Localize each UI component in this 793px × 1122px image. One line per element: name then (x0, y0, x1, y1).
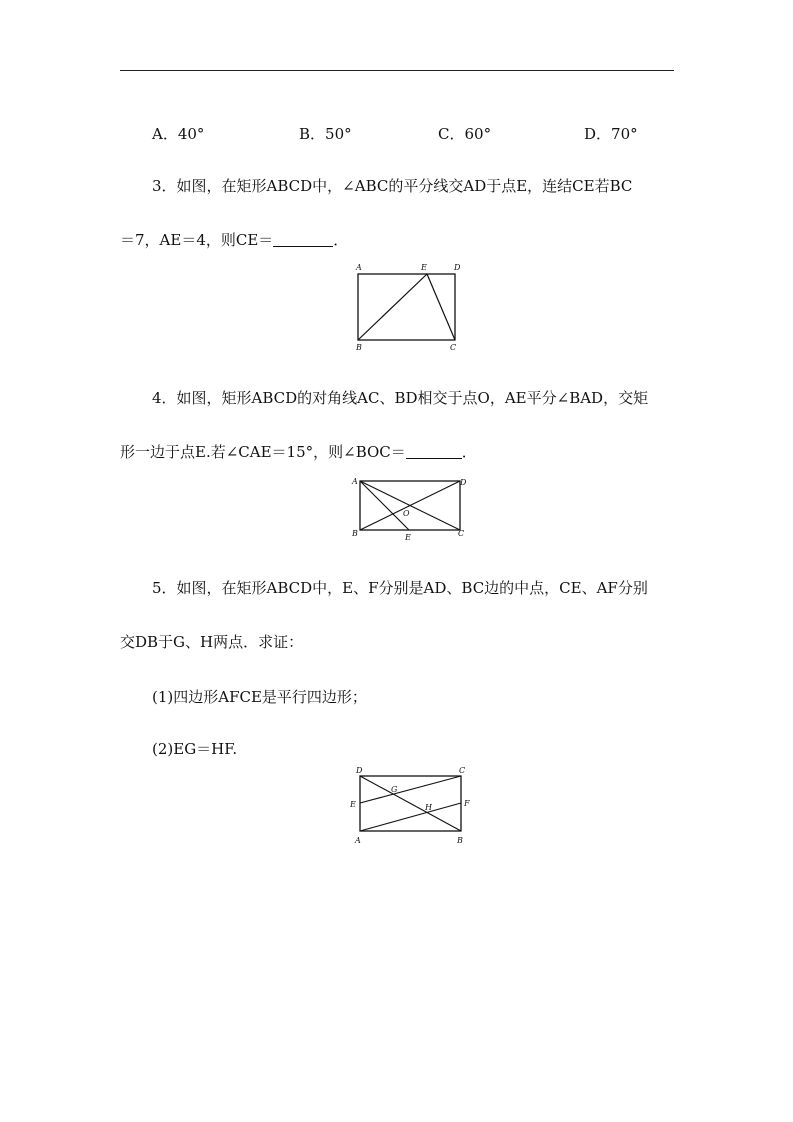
q4-label-b: B (352, 529, 358, 538)
q4-label-a: A (352, 477, 358, 486)
option-d: D．70° (584, 125, 638, 143)
q5-segment-af (360, 803, 461, 831)
q4-label-c: C (458, 529, 465, 538)
q4-line2 (120, 442, 477, 462)
q3-label-b: B (356, 343, 362, 352)
q4-answer-blank (406, 444, 462, 459)
q4-line1: 4．如图，矩形ABCD的对角线AC、BD相交于点O，AE平分∠BAD，交矩 (152, 389, 649, 407)
q5-line1: 5．如图，在矩形ABCD中，E、F分别是AD、BC边的中点，CE、AF分别 (152, 579, 648, 597)
option-b: B．50° (299, 125, 352, 143)
q4-label-e: E (405, 533, 411, 542)
q4-label-o: O (403, 509, 410, 518)
q5-sub2: (2)EG＝HF. (152, 740, 238, 758)
q5-line2: 交DB于G、H两点．求证： (120, 633, 304, 651)
q5-label-b: B (457, 836, 463, 845)
q4-segment-ae (360, 481, 409, 530)
q4-line2-text: 形一边于点E.若∠CAE＝15°，则∠BOC＝ (120, 443, 406, 461)
q5-label-e: E (350, 800, 356, 809)
q5-label-g: G (391, 785, 398, 794)
q3-line2-text: ＝7，AE＝4，则CE＝ (120, 231, 274, 249)
q3-line2 (120, 230, 348, 250)
q3-line1: 3．如图，在矩形ABCD中，∠ABC的平分线交AD于点E，连结CE若BC (152, 177, 633, 195)
q5-figure (346, 762, 476, 848)
q4-figure (348, 472, 472, 544)
q3-label-a: A (356, 263, 362, 272)
q3-segment-ec (427, 274, 455, 340)
q3-figure (350, 258, 470, 354)
q5-diagonal-db (360, 776, 461, 831)
q3-label-d: D (454, 263, 461, 272)
q3-label-e: E (421, 263, 427, 272)
q3-answer-blank (273, 232, 333, 247)
q5-label-h: H (425, 803, 432, 812)
q5-label-f: F (464, 799, 470, 808)
q4-line2-end: ． (461, 443, 477, 461)
q3-segment-be (358, 274, 427, 340)
q5-segment-ec (360, 776, 461, 803)
q5-label-c: C (459, 766, 466, 775)
option-a: A．40° (152, 125, 205, 143)
option-c: C．60° (438, 125, 492, 143)
q5-label-a: A (355, 836, 361, 845)
q5-sub1: (1)四边形AFCE是平行四边形； (152, 688, 367, 706)
header-rule (120, 70, 674, 71)
q4-label-d: D (460, 478, 467, 487)
q5-label-d: D (356, 766, 363, 775)
q3-line2-end: ． (333, 231, 349, 249)
q3-label-c: C (450, 343, 457, 352)
